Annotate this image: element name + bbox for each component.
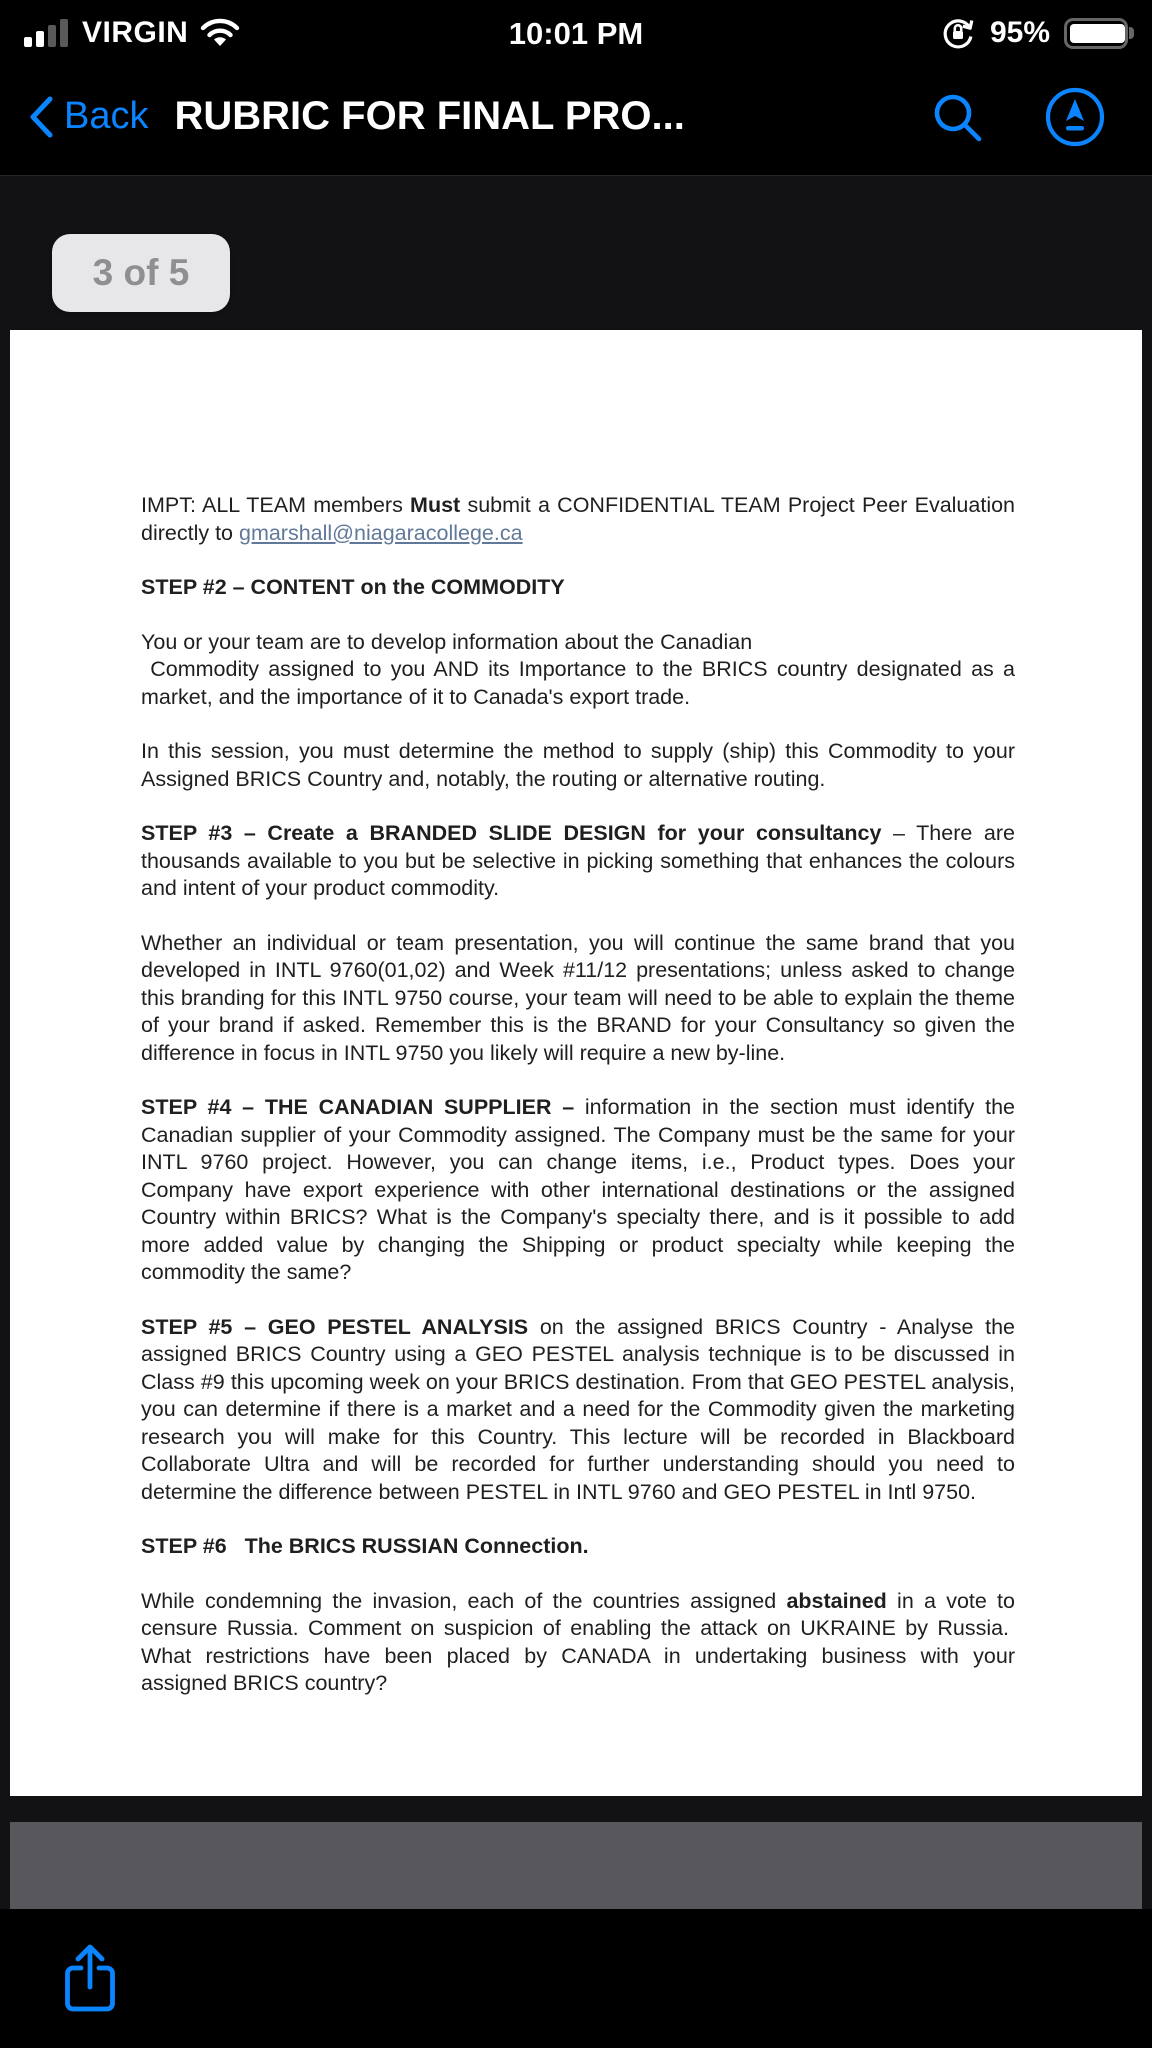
paragraph (141, 930, 1015, 1068)
text-run: STEP #5 – GEO PESTEL ANALYSIS (141, 1314, 529, 1339)
document-viewer[interactable] (0, 176, 1152, 2048)
paragraph (141, 1588, 1015, 1698)
text-run: IMPT: ALL TEAM members (141, 493, 411, 517)
back-label: Back (64, 95, 149, 137)
share-icon (62, 1943, 118, 2015)
next-page-sliver (10, 1822, 1142, 1910)
email-link[interactable]: gmarshall@niagaracollege.ca (238, 520, 523, 545)
paragraph (141, 492, 1015, 547)
search-icon (928, 88, 986, 146)
text-run: While condemning the invasion, each of the countries assigned (141, 1588, 787, 1613)
text-run: STEP #6 The BRICS RUSSIAN Connection. (141, 1534, 589, 1558)
back-button[interactable] (28, 95, 148, 139)
text-run: information in the section must identify the Canadian supplier of your Commodity assigned. The Company must be the same for your INTL 9760 project. However, you can change items, i.e., Product types. Does your Company have export experience with other international destinations or the assigned Country within BRICS? What is the Company's specialty there, and is it possible to add more added value by changing the Shipping or product specialty while keeping the commodity the same? (141, 1095, 1015, 1284)
text-run: submit a CONFIDENTIAL TEAM Project Peer Evaluation directly to (141, 493, 1016, 545)
markup-button[interactable] (1044, 86, 1106, 148)
markup-icon (1044, 86, 1106, 148)
text-run: STEP #4 – THE CANADIAN SUPPLIER – (141, 1095, 575, 1119)
paragraph (141, 1094, 1015, 1287)
paragraph (141, 738, 1015, 793)
document-page-content (141, 492, 1015, 1725)
status-bar-left (24, 16, 240, 50)
text-run: – There are thousands available to you but be selective in picking something that enhances the colours and intent of your product commodity. (141, 821, 1015, 900)
page-indicator-label: 3 of 5 (92, 252, 190, 293)
text-run: STEP #2 – CONTENT on the COMMODITY (141, 575, 565, 599)
chevron-left-icon (28, 95, 54, 139)
document-page (10, 330, 1142, 1796)
wifi-icon (200, 18, 240, 48)
battery-fill (1070, 24, 1125, 43)
text-run: on the assigned BRICS Country - Analyse the assigned BRICS Country using a GEO PESTEL analysis technique is to be discussed in Class #9 this upcoming week on your BRICS destination. From that GEO PESTEL analysis, you can determine if there is a market and a need for the Commodity given the marketing research you will make for this Country. This lecture will be recorded in Blackboard Collaborate Ultra and will be recorded for further understanding should you need to determine the difference between PESTEL in INTL 9760 and GEO PESTEL in Intl 9750. (141, 1314, 1015, 1504)
nav-bar (0, 58, 1152, 176)
text-run: abstained (786, 1588, 887, 1613)
rotation-lock-icon (940, 15, 976, 51)
status-bar-right (940, 15, 1128, 51)
battery-tip (1129, 27, 1134, 39)
text-run: Commodity assigned to you AND its Importance to the BRICS country designated as a market, and the importance of it to Canada's export trade. (141, 657, 1015, 709)
nav-actions (928, 86, 1106, 148)
search-button[interactable] (928, 88, 986, 146)
bottom-toolbar (0, 1909, 1152, 2048)
paragraph (141, 1314, 1015, 1507)
status-bar (0, 0, 1152, 58)
text-run: You or your team are to develop information about the Canadian (141, 629, 753, 654)
paragraph (141, 820, 1015, 903)
paragraph (141, 1533, 1015, 1561)
battery-percent-label: 95% (989, 16, 1050, 49)
text-run: Whether an individual or team presentation, you will continue the same brand that you developed in INTL 9760(01,02) and Week #11/12 presentations; unless asked to change this branding for this INTL 9750 course, your team will need to be able to explain the theme of your brand if asked. Remember this is the BRAND for your Consultancy so given the difference in focus in INTL 9750 you likely will require a new by-line. (141, 930, 1015, 1065)
text-run: Must (410, 493, 461, 517)
text-run: In this session, you must determine the method to supply (ship) this Commodity to your Assigned BRICS Country and, notably, the routing or alternative routing. (141, 739, 1015, 791)
page-indicator-badge (52, 234, 230, 312)
share-button[interactable] (62, 1943, 118, 2015)
text-run: in a vote to censure Russia. Comment on suspicion of enabling the attack on UKRAINE by Russia. What restrictions have been placed by CANADA in undertaking business with your assigned BRICS country? (141, 1588, 1015, 1695)
cellular-signal-icon (24, 18, 70, 48)
document-title: RUBRIC FOR FINAL PRO... (174, 94, 685, 138)
paragraph (141, 629, 1015, 712)
carrier-label: VIRGIN (82, 16, 189, 49)
battery-icon (1064, 18, 1128, 49)
text-run: STEP #3 – Create a BRANDED SLIDE DESIGN for your consultancy (141, 821, 882, 845)
time-label: 10:01 PM (508, 16, 644, 51)
paragraph (141, 574, 1015, 602)
